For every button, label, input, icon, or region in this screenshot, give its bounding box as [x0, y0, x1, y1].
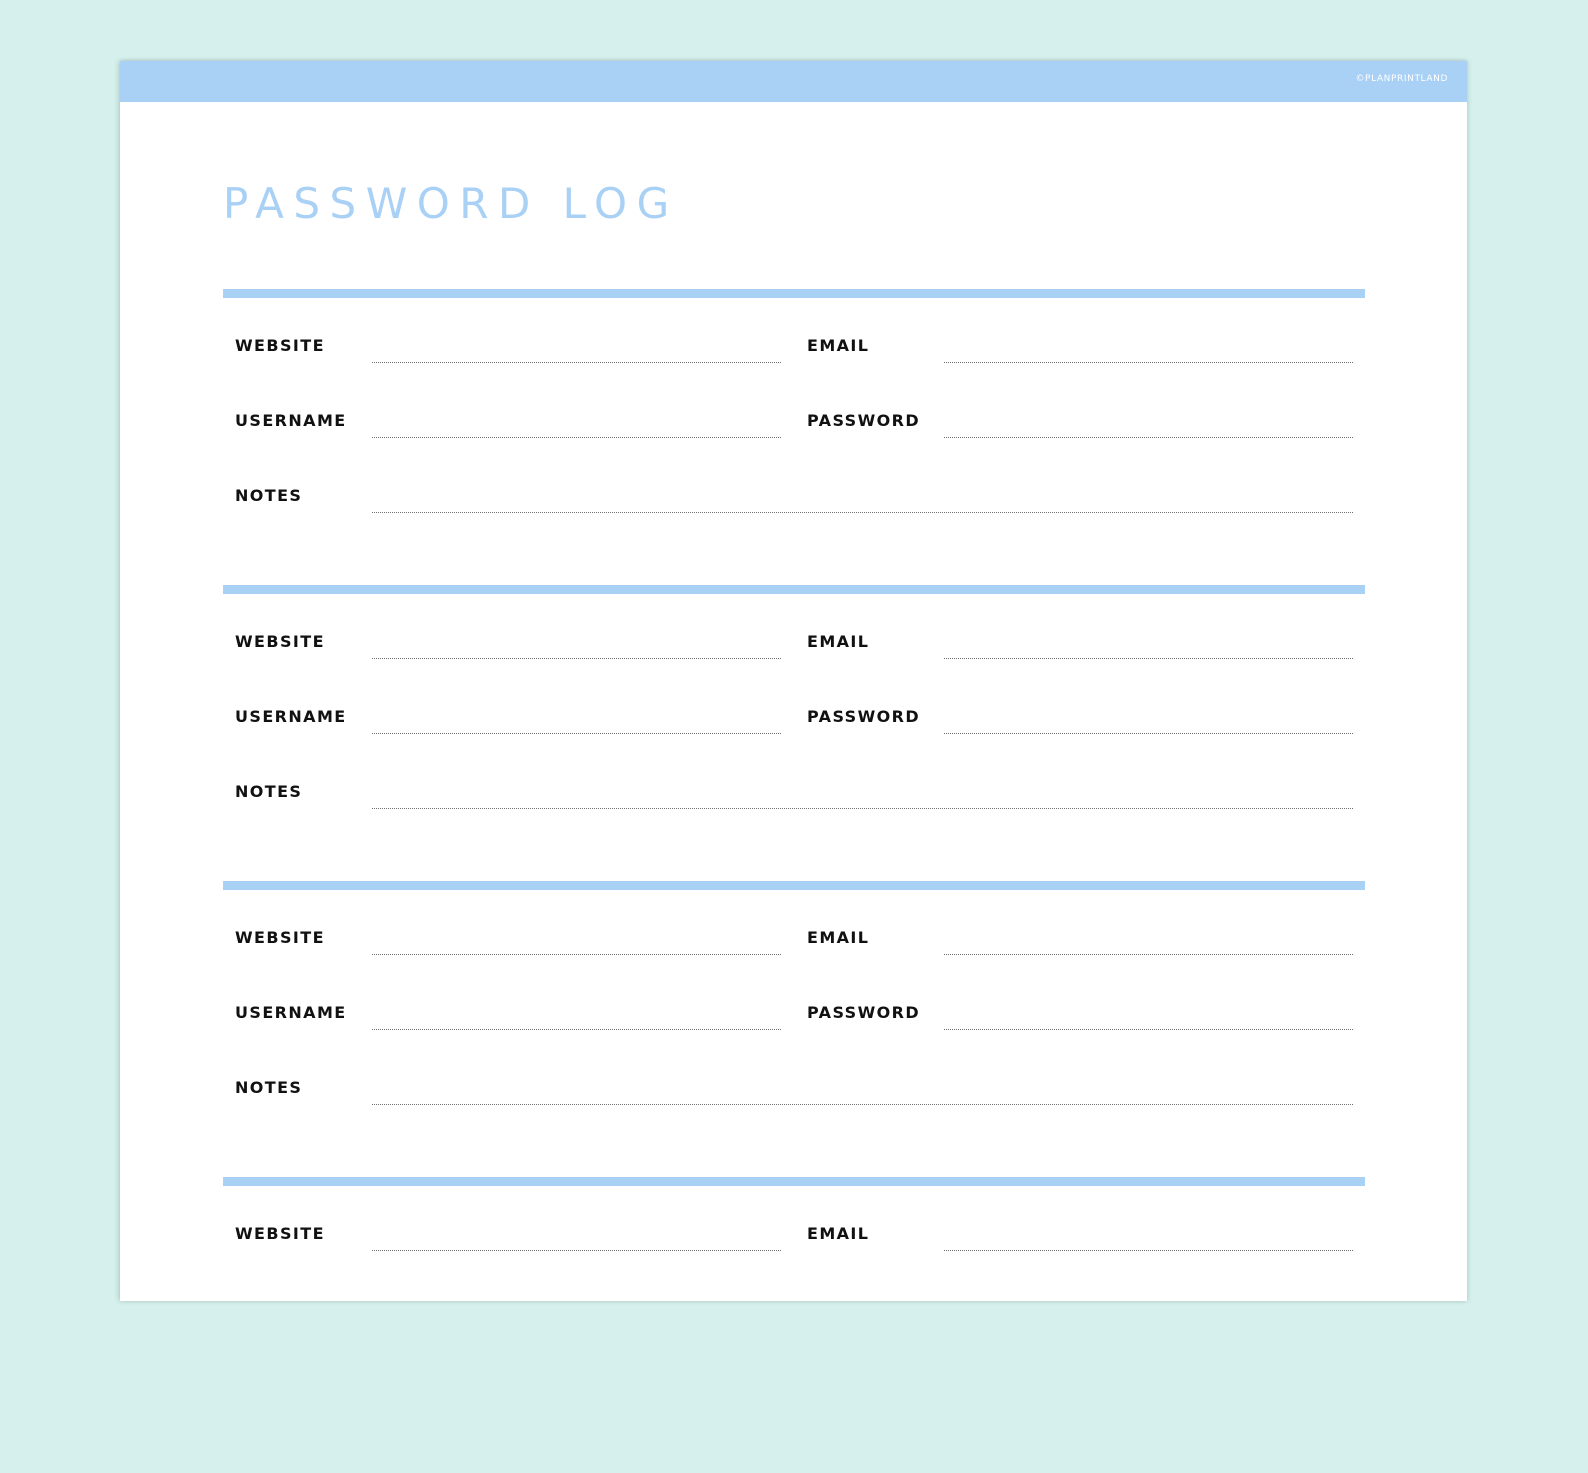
- password-input-line[interactable]: [944, 733, 1353, 734]
- notes-input-line[interactable]: [372, 808, 1353, 809]
- website-label: WEBSITE: [235, 928, 325, 947]
- copyright-text: ©PLANPRINTLAND: [1355, 74, 1448, 84]
- password-entry: [223, 1177, 1365, 1473]
- notes-input-line[interactable]: [372, 1104, 1353, 1105]
- page-title: PASSWORD LOG: [223, 179, 679, 228]
- website-label: WEBSITE: [235, 632, 325, 651]
- password-label: PASSWORD: [807, 411, 921, 430]
- email-label: EMAIL: [807, 336, 870, 355]
- entry-divider: [223, 585, 1365, 594]
- email-input-line[interactable]: [944, 658, 1353, 659]
- email-label: EMAIL: [807, 1224, 870, 1243]
- password-input-line[interactable]: [944, 1029, 1353, 1030]
- email-input-line[interactable]: [944, 954, 1353, 955]
- notes-label: NOTES: [235, 782, 303, 801]
- username-input-line[interactable]: [372, 1029, 781, 1030]
- password-input-line[interactable]: [944, 437, 1353, 438]
- password-entry: [223, 881, 1365, 1177]
- username-label: USERNAME: [235, 1003, 347, 1022]
- email-label: EMAIL: [807, 928, 870, 947]
- website-input-line[interactable]: [372, 954, 781, 955]
- top-banner: [120, 61, 1467, 102]
- password-label: PASSWORD: [807, 707, 921, 726]
- notes-label: NOTES: [235, 1078, 303, 1097]
- password-label: PASSWORD: [807, 1003, 921, 1022]
- entries-list: [223, 289, 1365, 1473]
- entry-divider: [223, 881, 1365, 890]
- username-label: USERNAME: [235, 411, 347, 430]
- username-input-line[interactable]: [372, 733, 781, 734]
- email-input-line[interactable]: [944, 362, 1353, 363]
- website-input-line[interactable]: [372, 658, 781, 659]
- notes-input-line[interactable]: [372, 512, 1353, 513]
- password-log-sheet: [120, 61, 1467, 1301]
- website-label: WEBSITE: [235, 336, 325, 355]
- website-input-line[interactable]: [372, 362, 781, 363]
- website-input-line[interactable]: [372, 1250, 781, 1251]
- email-label: EMAIL: [807, 632, 870, 651]
- email-input-line[interactable]: [944, 1250, 1353, 1251]
- website-label: WEBSITE: [235, 1224, 325, 1243]
- entry-divider: [223, 1177, 1365, 1186]
- password-entry: [223, 289, 1365, 585]
- notes-label: NOTES: [235, 486, 303, 505]
- entry-divider: [223, 289, 1365, 298]
- username-label: USERNAME: [235, 707, 347, 726]
- password-entry: [223, 585, 1365, 881]
- username-input-line[interactable]: [372, 437, 781, 438]
